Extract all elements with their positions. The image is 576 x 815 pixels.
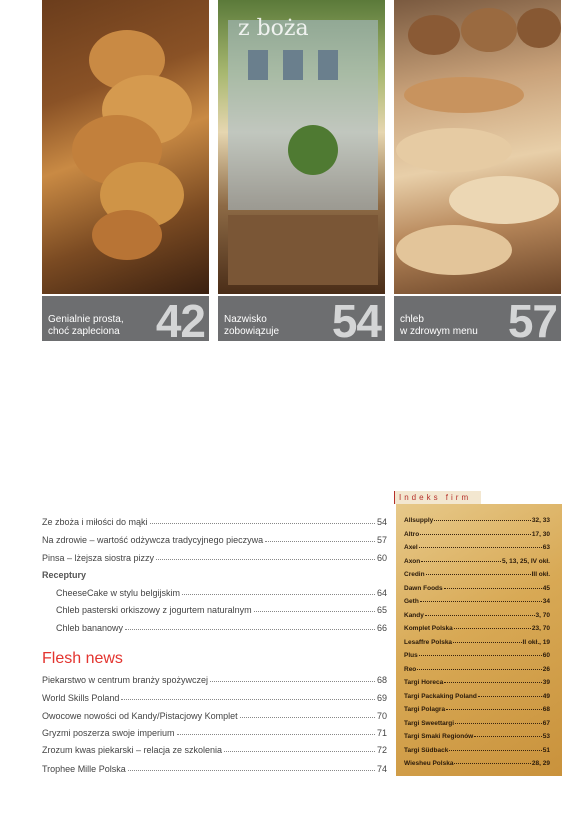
- bakery-window-illustration: [218, 0, 385, 294]
- company-index-panel: [396, 504, 562, 776]
- bread-loaves-photo: [394, 0, 561, 294]
- index-entry[interactable]: [404, 701, 550, 713]
- index-entry[interactable]: [404, 742, 550, 754]
- svg-text:z boża: z boża: [238, 16, 309, 41]
- leader-dots: [254, 611, 375, 612]
- index-entry[interactable]: [404, 580, 550, 592]
- index-entry[interactable]: [404, 715, 550, 727]
- leader-dots: [474, 736, 542, 737]
- toc-page: 64: [376, 588, 387, 598]
- toc-title: Chleb bananowy: [56, 623, 124, 633]
- leader-dots: [426, 574, 531, 575]
- toc-entry[interactable]: [42, 515, 387, 527]
- index-entry[interactable]: [404, 512, 550, 524]
- leader-dots: [265, 541, 375, 542]
- toc-title: Na zdrowie – wartość odżywcza tradycyjnego pieczywa: [42, 535, 264, 545]
- feature-page-number: 54: [331, 296, 381, 341]
- caption-line: zobowiązuje: [224, 326, 280, 337]
- company-name: Targi Südback: [404, 746, 449, 754]
- company-name: Altro: [404, 530, 420, 538]
- company-pages: 53: [542, 733, 550, 740]
- bakery-window-photo: [218, 0, 385, 294]
- leader-dots: [156, 559, 375, 560]
- caption-line: w zdrowym menu: [400, 326, 478, 337]
- leader-dots: [454, 628, 531, 629]
- toc-page: 57: [376, 535, 387, 545]
- company-name: Wiesheu Polska: [404, 760, 454, 767]
- leader-dots: [434, 520, 531, 521]
- toc-page: 65: [376, 605, 387, 615]
- company-index-title: Indeks firm: [394, 491, 481, 504]
- feature-page-number: 57: [507, 296, 557, 341]
- company-name: Axon: [404, 557, 421, 565]
- leader-dots: [454, 763, 530, 764]
- company-pages: 39: [542, 679, 550, 686]
- feature-bar-1[interactable]: [42, 296, 209, 341]
- company-name: Kandy: [404, 611, 424, 619]
- index-entry[interactable]: [404, 526, 550, 538]
- leader-dots: [240, 717, 375, 718]
- toc-entry[interactable]: [42, 691, 387, 703]
- company-pages: 28, 29: [531, 760, 550, 767]
- company-pages: 68: [542, 706, 550, 713]
- company-pages: 49: [542, 692, 550, 700]
- index-entry[interactable]: [404, 593, 550, 605]
- feature-caption: [48, 314, 148, 338]
- leader-dots: [210, 681, 375, 682]
- index-entry[interactable]: [404, 674, 550, 686]
- feature-caption: [400, 314, 500, 338]
- flash-news-heading: Flesh news: [42, 650, 123, 667]
- index-entry[interactable]: [404, 755, 550, 767]
- company-pages: 3, 70: [535, 611, 550, 619]
- caption-line: Nazwisko: [224, 314, 267, 325]
- leader-dots: [177, 734, 375, 735]
- company-name: Lesaffre Polska: [404, 638, 453, 646]
- index-entry[interactable]: [404, 728, 550, 740]
- company-name: Axel: [404, 544, 418, 551]
- toc-page: 74: [376, 764, 387, 774]
- company-pages: 67: [542, 719, 550, 727]
- caption-line: chleb: [400, 314, 424, 325]
- company-pages: 26: [542, 665, 550, 673]
- toc-page: 60: [376, 553, 387, 563]
- toc-entry[interactable]: [42, 762, 387, 774]
- leader-dots: [453, 642, 521, 643]
- index-entry[interactable]: [404, 634, 550, 646]
- toc-entry[interactable]: [42, 673, 387, 685]
- toc-entry[interactable]: [42, 726, 387, 738]
- feature-bar-3[interactable]: [394, 296, 561, 341]
- company-pages: 51: [542, 746, 550, 754]
- index-entry[interactable]: [404, 566, 550, 578]
- toc-title: Trophee Mille Polska: [42, 764, 126, 774]
- toc-title: Ze zboża i miłości do mąki: [42, 517, 148, 527]
- feature-page-number: 42: [155, 296, 205, 341]
- index-entry[interactable]: [404, 647, 550, 659]
- company-name: Targi Smaki Regionów: [404, 733, 474, 740]
- leader-dots: [449, 750, 541, 751]
- leader-dots: [425, 615, 535, 616]
- feature-caption: [224, 314, 324, 338]
- leader-dots: [182, 594, 375, 595]
- leader-dots: [419, 547, 542, 548]
- toc-entry[interactable]: [42, 533, 387, 545]
- toc-entry[interactable]: [56, 621, 387, 633]
- leader-dots: [224, 751, 375, 752]
- toc-page: 72: [376, 745, 387, 755]
- leader-dots: [455, 723, 542, 724]
- company-name: Targi Sweettargi: [404, 719, 455, 727]
- toc-entry[interactable]: [56, 603, 387, 615]
- toc-title: Gryzmi poszerza swoje imperium: [42, 728, 175, 738]
- company-name: Plus: [404, 652, 418, 659]
- toc-title: Pinsa – lżejsza siostra pizzy: [42, 553, 155, 563]
- company-pages: 34: [542, 598, 550, 605]
- leader-dots: [150, 523, 375, 524]
- index-entry[interactable]: [404, 688, 550, 700]
- company-name: Targi Horeca: [404, 679, 444, 686]
- index-entry[interactable]: [404, 661, 550, 673]
- toc-page: 71: [376, 728, 387, 738]
- company-pages: III okł.: [531, 571, 550, 578]
- company-pages: 5, 13, 25, IV okł.: [501, 557, 550, 565]
- leader-dots: [421, 561, 501, 562]
- company-name: Geth: [404, 598, 419, 605]
- bread-loaves-illustration: [394, 0, 561, 294]
- index-entry[interactable]: [404, 620, 550, 632]
- leader-dots: [446, 709, 542, 710]
- toc-page: 69: [376, 693, 387, 703]
- company-pages: 60: [542, 652, 550, 659]
- leader-dots: [125, 629, 375, 630]
- caption-line: Genialnie prosta,: [48, 314, 124, 325]
- leader-dots: [121, 699, 375, 700]
- leader-dots: [478, 696, 542, 697]
- company-name: Targi Packaking Poland: [404, 692, 477, 700]
- company-name: Allsupply: [404, 517, 434, 524]
- feature-bar-2[interactable]: [218, 296, 385, 341]
- toc-entry[interactable]: [56, 586, 387, 598]
- toc-title: World Skills Poland: [42, 693, 120, 703]
- company-name: Dawn Foods: [404, 584, 443, 592]
- toc-title: Chleb pasterski orkiszowy z jogurtem naturalnym: [56, 605, 252, 615]
- index-entry[interactable]: [404, 539, 550, 551]
- toc-page: 68: [376, 675, 387, 685]
- toc-entry[interactable]: [42, 551, 387, 563]
- braided-bread-illustration: [42, 0, 209, 294]
- toc-title: Piekarstwo w centrum branży spożywczej: [42, 675, 209, 685]
- toc-title: CheeseCake w stylu belgijskim: [56, 588, 181, 598]
- leader-dots: [128, 770, 375, 771]
- receptury-heading: Receptury: [42, 570, 87, 580]
- company-pages: II okł., 19: [522, 638, 550, 646]
- leader-dots: [444, 682, 542, 683]
- leader-dots: [444, 588, 542, 589]
- company-pages: 17, 30: [531, 530, 550, 538]
- company-pages: 45: [542, 584, 550, 592]
- company-pages: 32, 33: [531, 517, 550, 524]
- company-name: Credin: [404, 571, 425, 578]
- company-name: Reo: [404, 665, 417, 673]
- company-name: Targi Polagra: [404, 706, 446, 713]
- leader-dots: [419, 655, 542, 656]
- toc-entry[interactable]: [42, 709, 387, 721]
- braided-bread-photo: [42, 0, 209, 294]
- toc-page: 66: [376, 623, 387, 633]
- toc-entry[interactable]: [42, 743, 387, 755]
- leader-dots: [420, 601, 542, 602]
- toc-title: Owocowe nowości od Kandy/Pistacjowy Komplet: [42, 711, 238, 721]
- toc-title: Zrozum kwas piekarski – relacja ze szkolenia: [42, 745, 223, 755]
- index-entry[interactable]: [404, 553, 550, 565]
- toc-page: 54: [376, 517, 387, 527]
- caption-line: choć zapleciona: [48, 326, 120, 337]
- index-entry[interactable]: [404, 607, 550, 619]
- leader-dots: [420, 534, 531, 535]
- company-pages: 23, 70: [531, 625, 550, 632]
- toc-page: 70: [376, 711, 387, 721]
- company-name: Komplet Polska: [404, 625, 453, 632]
- leader-dots: [417, 669, 541, 670]
- company-pages: 63: [542, 544, 550, 551]
